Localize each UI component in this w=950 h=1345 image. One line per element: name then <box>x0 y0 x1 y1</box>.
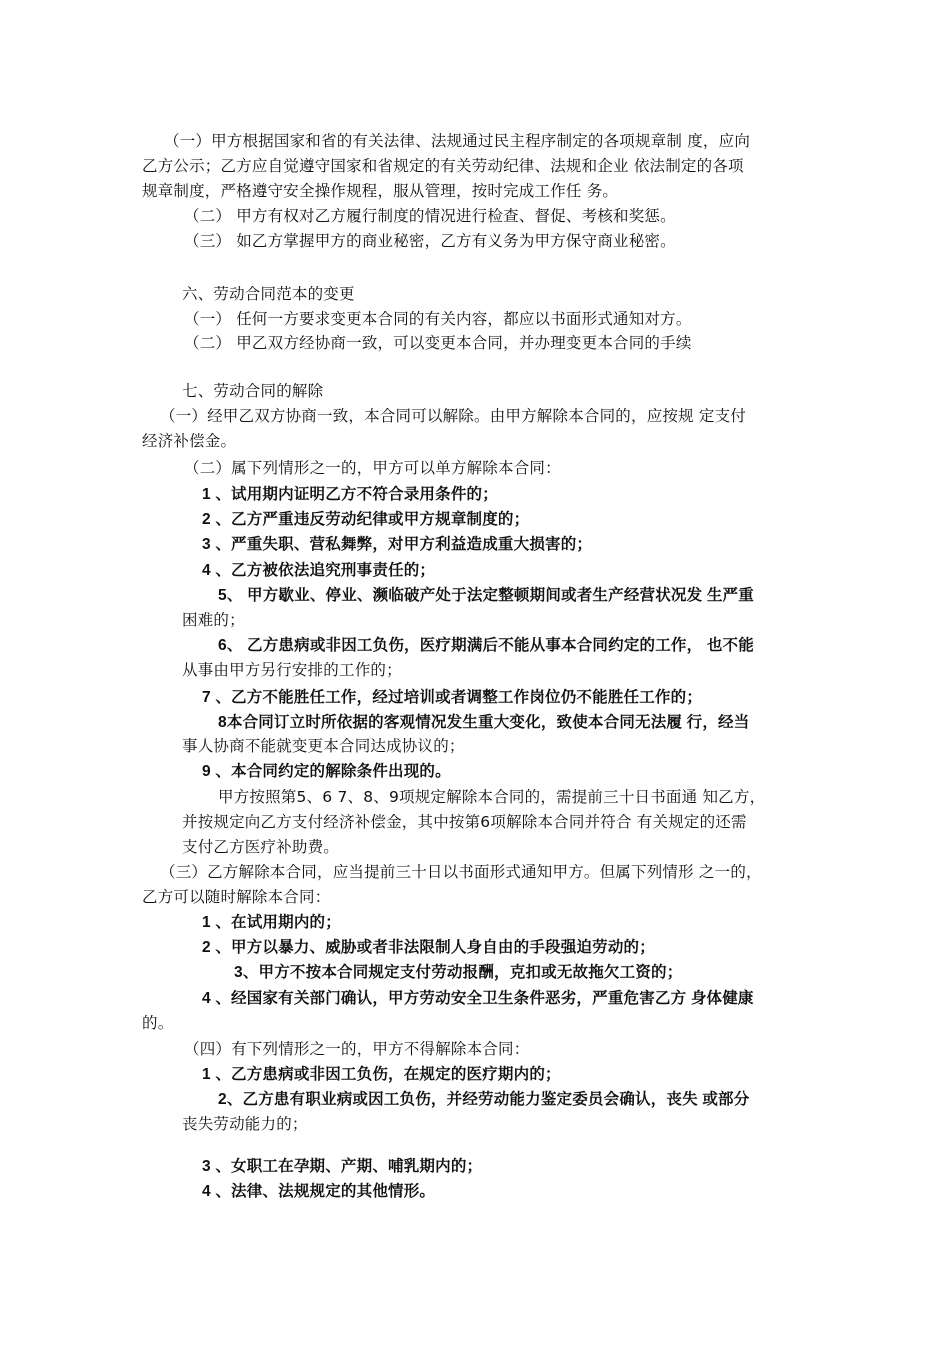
clause-6-1: （一） 任何一方要求变更本合同的有关内容，都应以书面形式通知对方。 <box>184 310 692 328</box>
clause-7-2-item-9: 9 、本合同约定的解除条件出现的。 <box>202 763 451 780</box>
clause-7-1-line-1: （一）经甲乙双方协商一致，本合同可以解除。由甲方解除本合同的，应按规 定支付 <box>160 407 747 425</box>
clause-7-3-item-4-line-2: 的。 <box>142 1014 174 1032</box>
clause-7-2-item-3: 3 、严重失职、营私舞弊，对甲方利益造成重大损害的； <box>202 536 593 553</box>
clause-7-4-item-1: 1 、乙方患病或非因工负伤，在规定的医疗期内的； <box>202 1066 561 1083</box>
clause-7-3-item-3: 3、甲方不按本合同规定支付劳动报酬，克扣或无故拖欠工资的； <box>234 964 683 981</box>
clause-7-4-item-4: 4 、法律、法规规定的其他情形。 <box>202 1183 436 1200</box>
clause-7-2-item-5-line-2: 困难的； <box>182 611 245 629</box>
clause-7-3-item-2: 2 、甲方以暴力、威胁或者非法限制人身自由的手段强迫劳动的； <box>202 939 655 956</box>
clause-7-3-item-1: 1 、在试用期内的； <box>202 914 341 931</box>
clause-7-2-item-8-line-2: 事人协商不能就变更本合同达成协议的； <box>182 737 465 755</box>
section-7-heading: 七、劳动合同的解除 <box>182 382 324 400</box>
clause-5-1-line-1: （一）甲方根据国家和省的有关法律、法规通过民主程序制定的各项规章制 度，应向 <box>164 132 751 150</box>
clause-7-2-item-5-line-1: 5、 甲方歇业、停业、濒临破产处于法定整顿期间或者生产经营状况发 生严重 <box>218 587 754 604</box>
clause-6-2: （二） 甲乙双方经协商一致，可以变更本合同，并办理变更本合同的手续 <box>184 334 692 352</box>
clause-7-3-item-4-line-1: 4 、经国家有关部门确认，甲方劳动安全卫生条件恶劣，严重危害乙方 身体健康 <box>202 990 754 1007</box>
clause-7-4-item-3: 3 、女职工在孕期、产期、哺乳期内的； <box>202 1158 483 1175</box>
clause-5-1-line-3: 规章制度，严格遵守安全操作规程，服从管理，按时完成工作任 务。 <box>142 182 619 200</box>
clause-7-2-note-line-3: 支付乙方医疗补助费。 <box>182 838 340 856</box>
section-6-heading: 六、劳动合同范本的变更 <box>182 285 355 303</box>
clause-7-2-note-line-1: 甲方按照第5、6 7、8、9项规定解除本合同的，需提前三十日书面通 知乙方， <box>218 788 766 806</box>
clause-7-2-item-8-line-1: 8本合同订立时所依据的客观情况发生重大变化，致使本合同无法履 行，经当 <box>218 714 750 731</box>
clause-7-4: （四）有下列情形之一的，甲方不得解除本合同： <box>184 1040 530 1058</box>
clause-7-2-item-1: 1 、试用期内证明乙方不符合录用条件的； <box>202 486 498 503</box>
clause-5-1-line-2: 乙方公示；乙方应自觉遵守国家和省规定的有关劳动纪律、法规和企业 依法制定的各项 <box>142 157 744 175</box>
clause-7-2-item-6-line-2: 从事由甲方另行安排的工作的； <box>182 661 402 679</box>
clause-7-2-item-2: 2 、乙方严重违反劳动纪律或甲方规章制度的； <box>202 511 530 528</box>
clause-5-3: （三） 如乙方掌握甲方的商业秘密，乙方有义务为甲方保守商业秘密。 <box>184 232 676 250</box>
clause-7-3-line-1: （三）乙方解除本合同，应当提前三十日以书面形式通知甲方。但属下列情形 之一的， <box>160 863 762 881</box>
clause-7-2-note-line-2: 并按规定向乙方支付经济补偿金，其中按第6项解除本合同并符合 有关规定的还需 <box>182 813 747 831</box>
clause-7-2-item-6-line-1: 6、 乙方患病或非因工负伤，医疗期满后不能从事本合同约定的工作， 也不能 <box>218 637 754 654</box>
clause-7-2: （二）属下列情形之一的，甲方可以单方解除本合同： <box>184 459 561 477</box>
clause-7-1-line-2: 经济补偿金。 <box>142 432 237 450</box>
clause-7-4-item-2-line-2: 丧失劳动能力的； <box>182 1115 308 1133</box>
clause-5-2: （二） 甲方有权对乙方履行制度的情况进行检查、督促、考核和奖惩。 <box>184 207 676 225</box>
clause-7-2-item-7: 7 、乙方不能胜任工作，经过培训或者调整工作岗位仍不能胜任工作的； <box>202 689 703 706</box>
clause-7-4-item-2-line-1: 2、乙方患有职业病或因工负伤，并经劳动能力鉴定委员会确认，丧失 或部分 <box>218 1091 750 1108</box>
clause-7-2-item-4: 4 、乙方被依法追究刑事责任的； <box>202 562 436 579</box>
clause-7-3-line-2: 乙方可以随时解除本合同： <box>142 888 331 906</box>
